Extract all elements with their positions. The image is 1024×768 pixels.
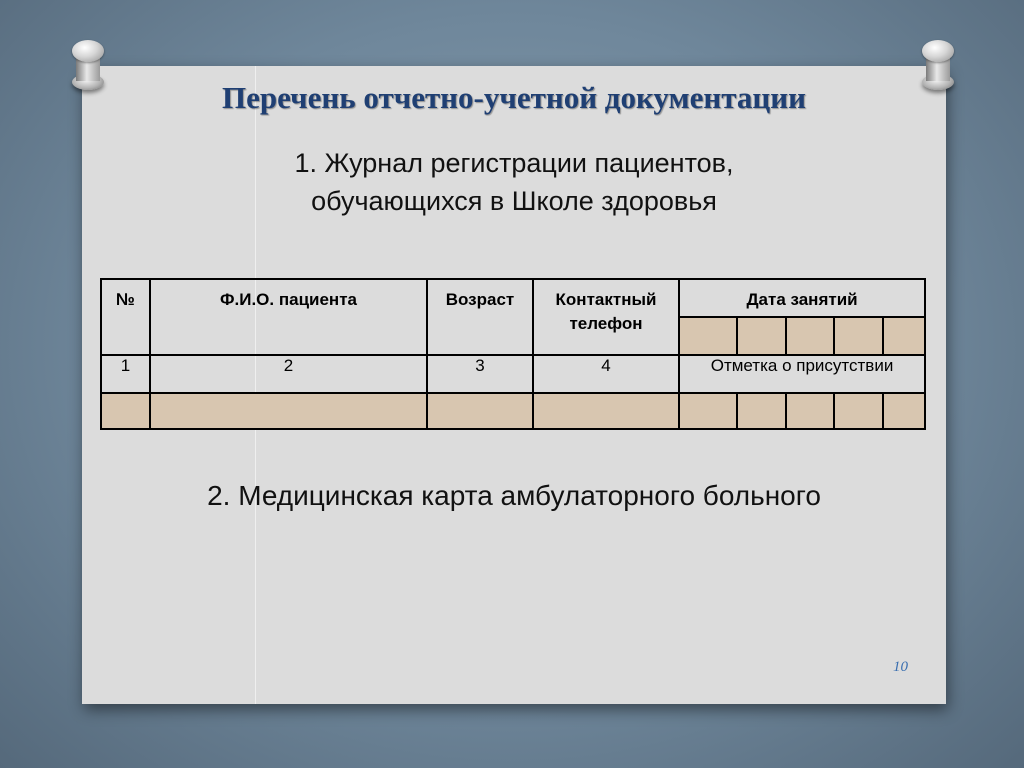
data-cell — [101, 393, 150, 429]
header-number: № — [101, 279, 150, 355]
number-cell: 1 — [101, 355, 150, 393]
slide-title: Перечень отчетно-учетной документации — [222, 80, 806, 115]
item-2-text: 2. Медицинская карта амбулаторного больного — [207, 480, 821, 511]
data-cell — [533, 393, 679, 429]
data-cell — [427, 393, 533, 429]
date-cell — [737, 317, 786, 355]
number-cell: 2 — [150, 355, 427, 393]
data-cell — [150, 393, 427, 429]
attendance-mark-cell: Отметка о присутствии — [679, 355, 925, 393]
number-cell: 3 — [427, 355, 533, 393]
item-1-line-1: 1. Журнал регистрации пациентов, — [294, 148, 734, 178]
header-contact-phone-line-2: телефон — [569, 314, 643, 333]
date-cell — [834, 317, 883, 355]
data-cell — [834, 393, 883, 429]
data-cell — [883, 393, 925, 429]
date-cell — [679, 317, 737, 355]
header-patient-name: Ф.И.О. пациента — [150, 279, 427, 355]
page-number: 10 — [893, 659, 908, 675]
number-cell: 4 — [533, 355, 679, 393]
data-cell — [737, 393, 786, 429]
table-number-row — [101, 355, 925, 393]
date-cell — [883, 317, 925, 355]
header-age: Возраст — [427, 279, 533, 355]
patient-registration-table — [100, 278, 926, 430]
table-header-row — [101, 279, 925, 317]
header-class-dates: Дата занятий — [679, 279, 925, 317]
item-1-line-2: обучающихся в Школе здоровья — [311, 186, 717, 216]
header-contact-phone-line-1: Контактный — [555, 290, 657, 309]
header-contact-phone — [533, 279, 679, 355]
data-cell — [786, 393, 834, 429]
data-cell — [679, 393, 737, 429]
item-1-text — [82, 144, 946, 220]
table-data-row — [101, 393, 925, 429]
date-cell — [786, 317, 834, 355]
